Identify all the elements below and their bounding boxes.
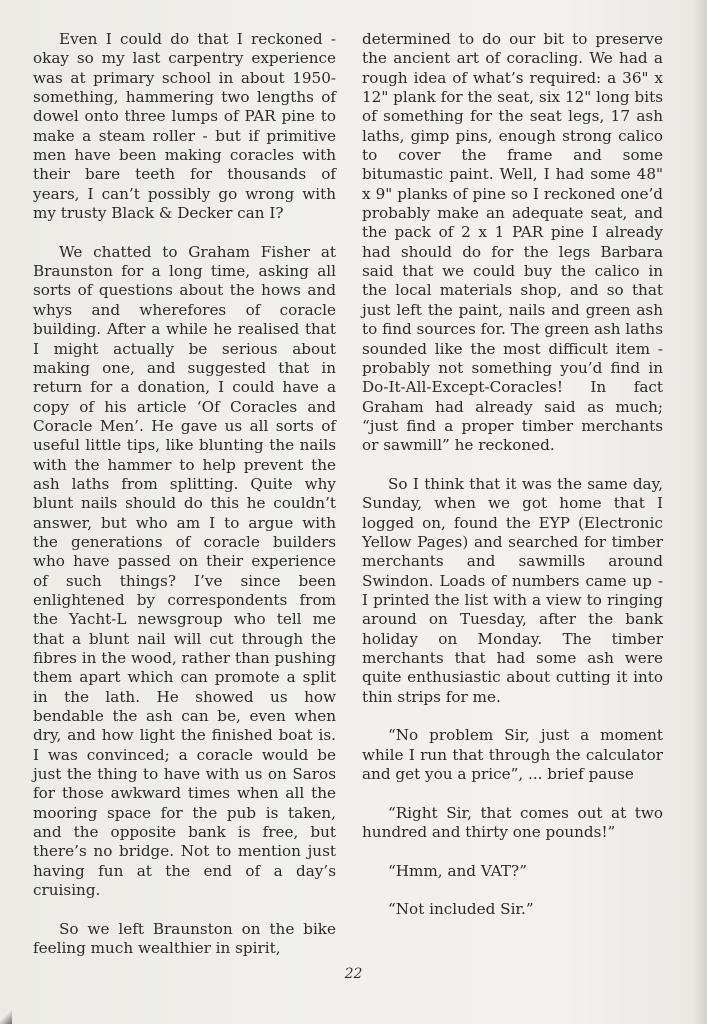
paragraph-dialogue-vat: “Hmm, and VAT?” — [388, 861, 527, 880]
page-corner-shadow — [0, 1002, 12, 1024]
right-text-column — [362, 30, 663, 939]
paragraph-left-braunston: So we left Braunston on the bike feeling much wealthier in spirit, — [33, 919, 336, 958]
paragraph-timber-search: So I think that it was the same day, Sunday, when we got home that I logged on, found the EYP (Electronic Yellow Pages) and searched for timber merchants and sawmills around Swindon. Loads of numbers came up - I printed the list with a view to ringing around on Tuesday, after the bank holiday on Monday. The timber merchants that had some ash were quite enthusiastic about cutting it into thin strips for me. — [362, 474, 663, 706]
paragraph-requirements-continued: determined to do our bit to preserve the ancient art of coracling. We had a rough idea of what’s required: a 36" x 12" plank for the seat, six 12" long bits of something for the seat legs, 17 ash laths, gimp pins, enough strong calico to cover the frame and some bitumastic paint. Well, I had some 48" x 9" planks of pine so I reckoned one’d probably make an adequate seat, and the pack of 2 x 1 PAR pine I already had should do for the legs Barbara said that we could buy the calico in the local materials shop, and so that just left the paint, nails and green ash to find sources for. The green ash laths sounded like the most difficult item - probably not something you’d find in Do-It-All-Except-Coracles! In fact Graham had already said as much; “just find a proper timber merchants or sawmill” he reckoned. — [362, 30, 663, 455]
paragraph-dialogue-price: “Right Sir, that comes out at two hundred and thirty one pounds!” — [362, 803, 663, 842]
paragraph-graham-fisher: We chatted to Graham Fisher at Braunston for a long time, asking all sorts of questions about the hows and whys and wherefores of coracle building. After a while he realised that I might actually be serious about making one, and suggested that in return for a donation, I could have a copy of his article ‘Of Coracles and Coracle Men’. He gave us all sorts of useful little tips, like blunting the nails with the hammer to help prevent the ash laths from splitting. Quite why blunt nails should do this he couldn’t answer, but who am I to argue with the generations of coracle builders who have passed on their experience of such things? I’ve since been enlightened by correspondents from the Yacht-L newsgroup who tell me that a blunt nail will cut through the fibres in the wood, rather than pushing them apart which can promote a split in the lath. He showed us how bendable the ash can be, even when dry, and how light the finished boat is. I was convinced; a coracle would be just the thing to have with us on Saros for those awkward times when all the mooring space for the pub is taken, and the opposite bank is free, but there’s no bridge. Not to mention just having fun at the end of a day’s cruising. — [33, 242, 336, 900]
paragraph-carpentry-experience: Even I could do that I reckoned - okay so my last carpentry experience was at primary school in about 1950-something, hammering two lengths of dowel onto three lumps of PAR pine to make a steam roller - but if primitive men have been making coracles with their bare teeth for thousands of years, I can’t possibly go wrong with my trusty Black & Decker can I? — [33, 30, 336, 223]
page-edge-shadow — [693, 0, 707, 1024]
left-text-column — [33, 30, 336, 978]
paragraph-dialogue-not-included: “Not included Sir.” — [388, 900, 534, 919]
paragraph-dialogue-calculator: “No problem Sir, just a moment while I run that through the calculator and get you a price”, ... brief pause — [362, 726, 663, 784]
page-number: 22 — [344, 966, 363, 982]
